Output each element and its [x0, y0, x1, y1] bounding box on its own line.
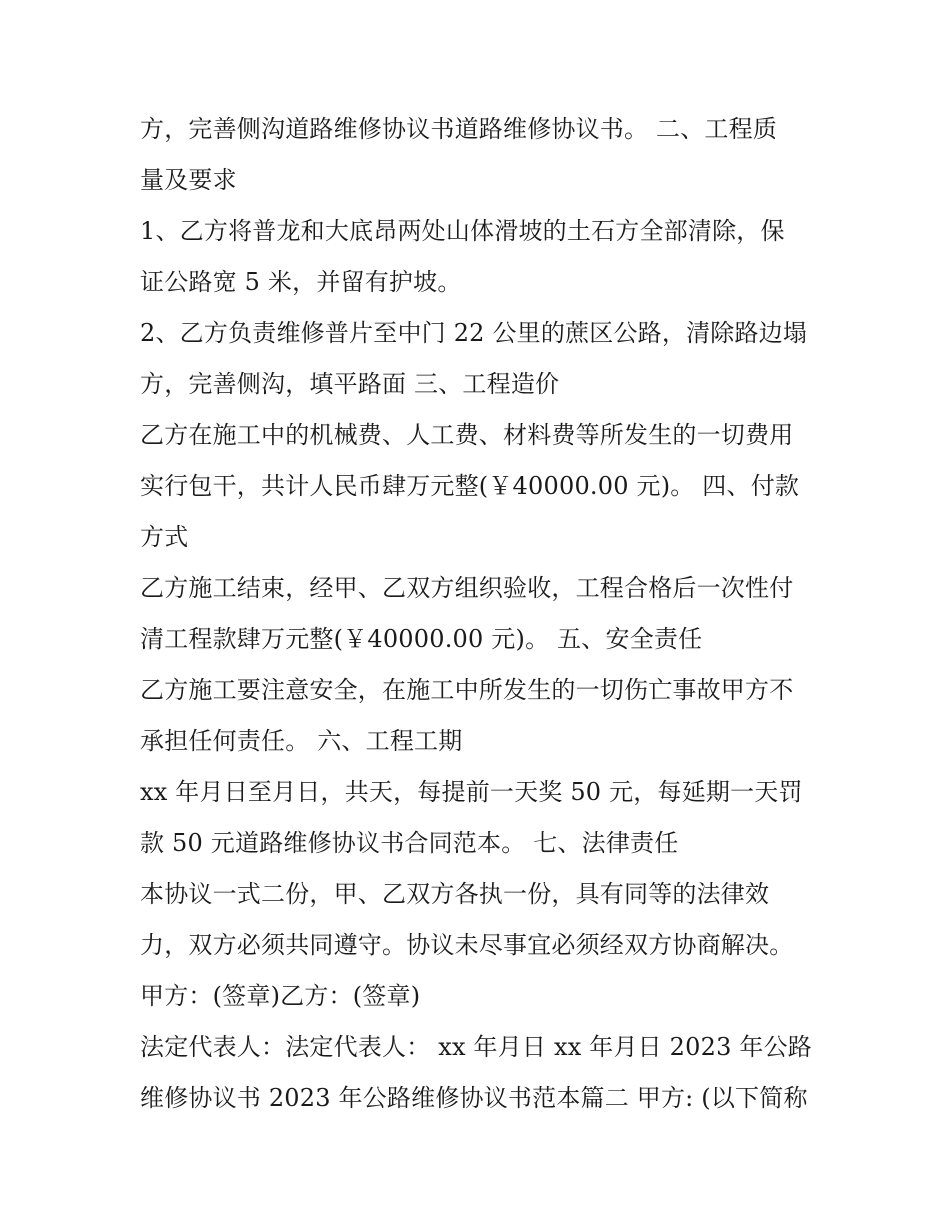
text-line: 方，完善侧沟，填平路面 三、工程造价 — [140, 370, 560, 398]
text-line: 量及要求 — [140, 166, 237, 194]
text-line: 方，完善侧沟道路维修协议书道路维修协议书。 二、工程质 — [140, 115, 778, 143]
text-line: 乙方施工要注意安全，在施工中所发生的一切伤亡事故甲方不 — [140, 676, 794, 704]
text-line: 承担任何责任。 六、工程工期 — [140, 727, 463, 755]
text-line: 乙方施工结束，经甲、乙双方组织验收，工程合格后一次性付 — [140, 574, 794, 602]
text-line: 力，双方必须共同遵守。协议未尽事宜必须经双方协商解决。 — [140, 931, 794, 959]
text-line: 实行包干，共计人民币肆万元整(￥40000.00 元)。 四、付款 — [140, 472, 800, 500]
text-line: 乙方在施工中的机械费、人工费、材料费等所发生的一切费用 — [140, 421, 794, 449]
text-line: 甲方：(签章)乙方：(签章) — [140, 982, 421, 1010]
text-line: 清工程款肆万元整(￥40000.00 元)。 五、安全责任 — [140, 625, 703, 653]
text-line: 方式 — [140, 523, 189, 551]
text-line: 款 50 元道路维修协议书合同范本。 七、法律责任 — [140, 829, 679, 857]
document-body — [140, 104, 820, 1124]
text-line: 2、乙方负责维修普片至中门 22 公里的蔗区公路，清除路边塌 — [140, 319, 808, 347]
text-line: 法定代表人：法定代表人： xx 年月日 xx 年月日 2023 年公路 — [140, 1033, 812, 1061]
text-line: 证公路宽 5 米，并留有护坡。 — [140, 268, 462, 296]
text-line: 1、乙方将普龙和大底昂两处山体滑坡的土石方全部清除，保 — [140, 217, 785, 245]
text-line: xx 年月日至月日，共天，每提前一天奖 50 元，每延期一天罚 — [140, 778, 803, 806]
text-line: 本协议一式二份，甲、乙双方各执一份，具有同等的法律效 — [140, 880, 770, 908]
text-line: 维修协议书 2023 年公路维修协议书范本篇二 甲方: (以下简称 — [140, 1084, 808, 1112]
